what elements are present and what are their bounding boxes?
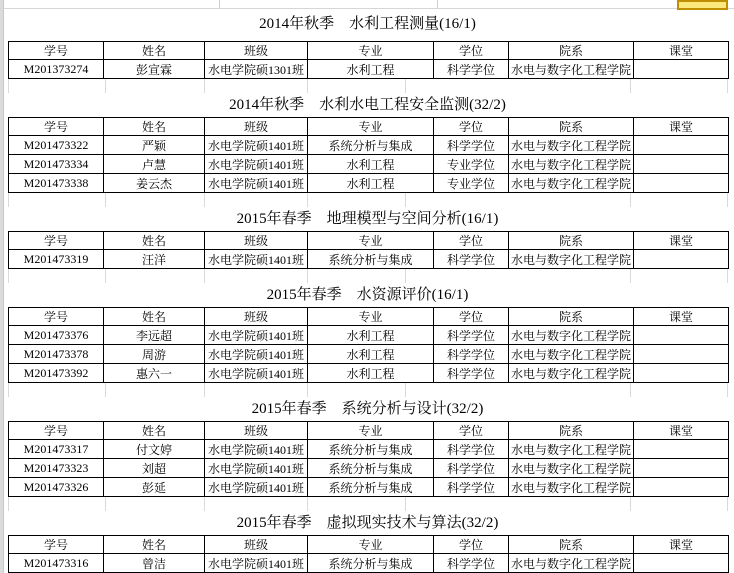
column-header-classroom[interactable]: 课堂: [634, 536, 729, 554]
cell-class[interactable]: 水电学院硕1401班: [205, 136, 308, 155]
cell-student-id[interactable]: M201473323: [9, 459, 104, 478]
course-title[interactable]: 2015年春季 虚拟现实技术与算法(32/2): [236, 515, 499, 531]
cell-class[interactable]: 水电学院硕1401班: [205, 345, 308, 364]
column-header-class[interactable]: 班级: [205, 536, 308, 554]
column-header-student-id[interactable]: 学号: [9, 308, 104, 326]
row-gap: [0, 79, 734, 93]
cell-name[interactable]: 姜云杰: [104, 174, 205, 193]
column-header-degree[interactable]: 学位: [434, 232, 509, 250]
table-row: [9, 250, 729, 269]
cell-classroom[interactable]: [634, 459, 729, 478]
cell-department[interactable]: 水电与数字化工程学院: [509, 155, 634, 174]
cell-student-id[interactable]: M201473322: [9, 136, 104, 155]
cell-student-id[interactable]: M201473326: [9, 478, 104, 497]
cell-major[interactable]: 水利工程: [308, 155, 434, 174]
column-header-name[interactable]: 姓名: [104, 42, 205, 60]
table-row: [9, 364, 729, 383]
column-header-degree[interactable]: 学位: [434, 308, 509, 326]
cell-student-id[interactable]: M201473317: [9, 440, 104, 459]
column-header-name[interactable]: 姓名: [104, 422, 205, 440]
cell-class[interactable]: 水电学院硕1401班: [205, 326, 308, 345]
cell-classroom[interactable]: [634, 136, 729, 155]
cell-degree[interactable]: 科学学位: [434, 136, 509, 155]
cell-class[interactable]: 水电学院硕1401班: [205, 364, 308, 383]
column-header-student-id[interactable]: 学号: [9, 536, 104, 554]
enrollment-table: [8, 535, 729, 573]
cell-degree[interactable]: 科学学位: [434, 554, 509, 573]
cell-class[interactable]: 水电学院硕1301班: [205, 60, 308, 79]
cell-classroom[interactable]: [634, 554, 729, 573]
cell-degree[interactable]: 科学学位: [434, 345, 509, 364]
course-title[interactable]: 2015年春季 地理模型与空间分析(16/1): [236, 211, 499, 227]
cell-major[interactable]: 水利工程: [308, 174, 434, 193]
highlighted-cell[interactable]: [677, 0, 728, 10]
column-header-name[interactable]: 姓名: [104, 118, 205, 136]
cell-department[interactable]: 水电与数字化工程学院: [509, 174, 634, 193]
cell-department[interactable]: 水电与数字化工程学院: [509, 326, 634, 345]
column-header-name[interactable]: 姓名: [104, 308, 205, 326]
header-row: [9, 422, 729, 440]
column-header-major[interactable]: 专业: [308, 308, 434, 326]
cell-student-id[interactable]: M201373274: [9, 60, 104, 79]
cell-department[interactable]: 水电与数字化工程学院: [509, 478, 634, 497]
course-section: [0, 497, 734, 573]
cell-class[interactable]: 水电学院硕1401班: [205, 174, 308, 193]
column-header-student-id[interactable]: 学号: [9, 422, 104, 440]
cell-department[interactable]: 水电与数字化工程学院: [509, 554, 634, 573]
column-header-major[interactable]: 专业: [308, 232, 434, 250]
column-header-class[interactable]: 班级: [205, 42, 308, 60]
cell-class[interactable]: 水电学院硕1401班: [205, 478, 308, 497]
cell-department[interactable]: 水电与数字化工程学院: [509, 60, 634, 79]
cell-class[interactable]: 水电学院硕1401班: [205, 250, 308, 269]
cell-name[interactable]: 严颖: [104, 136, 205, 155]
cell-department[interactable]: 水电与数字化工程学院: [509, 250, 634, 269]
cell-department[interactable]: 水电与数字化工程学院: [509, 364, 634, 383]
column-header-department[interactable]: 院系: [509, 536, 634, 554]
column-header-class[interactable]: 班级: [205, 308, 308, 326]
table-row: [9, 554, 729, 573]
column-header-department[interactable]: 院系: [509, 118, 634, 136]
cell-class[interactable]: 水电学院硕1401班: [205, 554, 308, 573]
cell-name[interactable]: 刘超: [104, 459, 205, 478]
column-header-student-id[interactable]: 学号: [9, 118, 104, 136]
cell-class[interactable]: 水电学院硕1401班: [205, 155, 308, 174]
course-title[interactable]: 2015年春季 水资源评价(16/1): [266, 287, 469, 303]
enrollment-table: [8, 117, 729, 193]
cell-degree[interactable]: 专业学位: [434, 174, 509, 193]
cell-student-id[interactable]: M201473392: [9, 364, 104, 383]
course-title[interactable]: 2014年秋季 水利水电工程安全监测(32/2): [229, 97, 506, 113]
table-row: [9, 440, 729, 459]
column-header-classroom[interactable]: 课堂: [634, 232, 729, 250]
column-header-major[interactable]: 专业: [308, 422, 434, 440]
column-header-class[interactable]: 班级: [205, 232, 308, 250]
cell-student-id[interactable]: M201473334: [9, 155, 104, 174]
table-row: [9, 478, 729, 497]
cell-classroom[interactable]: [634, 174, 729, 193]
table-row: [9, 345, 729, 364]
cell-classroom[interactable]: [634, 364, 729, 383]
row-gap: [0, 383, 734, 397]
column-header-classroom[interactable]: 课堂: [634, 308, 729, 326]
table-row: [9, 326, 729, 345]
column-header-degree[interactable]: 学位: [434, 536, 509, 554]
cell-major[interactable]: 系统分析与集成: [308, 554, 434, 573]
course-section: [0, 79, 734, 193]
cell-name[interactable]: 曾洁: [104, 554, 205, 573]
column-header-student-id[interactable]: 学号: [9, 232, 104, 250]
column-header-department[interactable]: 院系: [509, 308, 634, 326]
cell-major[interactable]: 系统分析与集成: [308, 440, 434, 459]
column-header-department[interactable]: 院系: [509, 232, 634, 250]
course-title[interactable]: 2014年秋季 水利工程测量(16/1): [259, 16, 476, 32]
course-section: [0, 9, 734, 79]
cell-classroom[interactable]: [634, 155, 729, 174]
column-header-major[interactable]: 专业: [308, 42, 434, 60]
cell-name[interactable]: 卢慧: [104, 155, 205, 174]
course-sections: [0, 9, 734, 573]
header-row: [9, 118, 729, 136]
table-row: [9, 60, 729, 79]
column-header-classroom[interactable]: 课堂: [634, 118, 729, 136]
cell-degree[interactable]: 科学学位: [434, 440, 509, 459]
column-header-major[interactable]: 专业: [308, 118, 434, 136]
column-header-classroom[interactable]: 课堂: [634, 42, 729, 60]
cell-major[interactable]: 系统分析与集成: [308, 459, 434, 478]
column-header-name[interactable]: 姓名: [104, 232, 205, 250]
cell-class[interactable]: 水电学院硕1401班: [205, 459, 308, 478]
cell-student-id[interactable]: M201473376: [9, 326, 104, 345]
cell-name[interactable]: 惠六一: [104, 364, 205, 383]
cell-name[interactable]: 汪洋: [104, 250, 205, 269]
header-row: [9, 536, 729, 554]
enrollment-table: [8, 307, 729, 383]
column-header-degree[interactable]: 学位: [434, 42, 509, 60]
table-row: [9, 459, 729, 478]
table-row: [9, 136, 729, 155]
column-header-class[interactable]: 班级: [205, 118, 308, 136]
column-header-department[interactable]: 院系: [509, 422, 634, 440]
cell-major[interactable]: 系统分析与集成: [308, 136, 434, 155]
cell-classroom[interactable]: [634, 478, 729, 497]
column-header-degree[interactable]: 学位: [434, 118, 509, 136]
cell-department[interactable]: 水电与数字化工程学院: [509, 459, 634, 478]
cell-degree[interactable]: 科学学位: [434, 459, 509, 478]
cell-department[interactable]: 水电与数字化工程学院: [509, 440, 634, 459]
cell-degree[interactable]: 科学学位: [434, 326, 509, 345]
cell-major[interactable]: 水利工程: [308, 364, 434, 383]
left-gridline-strip: [0, 0, 4, 573]
cell-name[interactable]: 李远超: [104, 326, 205, 345]
cell-class[interactable]: 水电学院硕1401班: [205, 440, 308, 459]
cell-classroom[interactable]: [634, 60, 729, 79]
cell-classroom[interactable]: [634, 345, 729, 364]
header-row: [9, 308, 729, 326]
cell-major[interactable]: 系统分析与集成: [308, 478, 434, 497]
course-section: [0, 383, 734, 497]
cell-classroom[interactable]: [634, 326, 729, 345]
course-section: [0, 193, 734, 269]
column-header-student-id[interactable]: 学号: [9, 42, 104, 60]
column-header-classroom[interactable]: 课堂: [634, 422, 729, 440]
cell-department[interactable]: 水电与数字化工程学院: [509, 345, 634, 364]
cell-degree[interactable]: 专业学位: [434, 155, 509, 174]
enrollment-table: [8, 41, 729, 79]
cell-major[interactable]: 水利工程: [308, 326, 434, 345]
cell-major[interactable]: 水利工程: [308, 60, 434, 79]
top-partial-row: [0, 0, 734, 9]
cell-degree[interactable]: 科学学位: [434, 250, 509, 269]
cell-classroom[interactable]: [634, 250, 729, 269]
table-row: [9, 174, 729, 193]
header-row: [9, 232, 729, 250]
cell-name[interactable]: 周游: [104, 345, 205, 364]
row-gap: [0, 269, 734, 283]
cell-name[interactable]: 彭宣霖: [104, 60, 205, 79]
table-row: [9, 155, 729, 174]
cell-department[interactable]: 水电与数字化工程学院: [509, 136, 634, 155]
cell-student-id[interactable]: M201473319: [9, 250, 104, 269]
row-gap: [0, 193, 734, 207]
column-header-degree[interactable]: 学位: [434, 422, 509, 440]
enrollment-table: [8, 421, 729, 497]
cell-major[interactable]: 系统分析与集成: [308, 250, 434, 269]
course-section: [0, 269, 734, 383]
column-header-major[interactable]: 专业: [308, 536, 434, 554]
enrollment-table: [8, 231, 729, 269]
cell-degree[interactable]: 科学学位: [434, 478, 509, 497]
column-header-name[interactable]: 姓名: [104, 536, 205, 554]
row-gap: [0, 497, 734, 511]
cell-student-id[interactable]: M201473316: [9, 554, 104, 573]
cell-degree[interactable]: 科学学位: [434, 60, 509, 79]
column-header-class[interactable]: 班级: [205, 422, 308, 440]
cell-student-id[interactable]: M201473378: [9, 345, 104, 364]
header-row: [9, 42, 729, 60]
column-header-department[interactable]: 院系: [509, 42, 634, 60]
cell-name[interactable]: 彭延: [104, 478, 205, 497]
cell-student-id[interactable]: M201473338: [9, 174, 104, 193]
cell-major[interactable]: 水利工程: [308, 345, 434, 364]
cell-classroom[interactable]: [634, 440, 729, 459]
cell-degree[interactable]: 科学学位: [434, 364, 509, 383]
course-title[interactable]: 2015年春季 系统分析与设计(32/2): [251, 401, 484, 417]
cell-name[interactable]: 付文婷: [104, 440, 205, 459]
